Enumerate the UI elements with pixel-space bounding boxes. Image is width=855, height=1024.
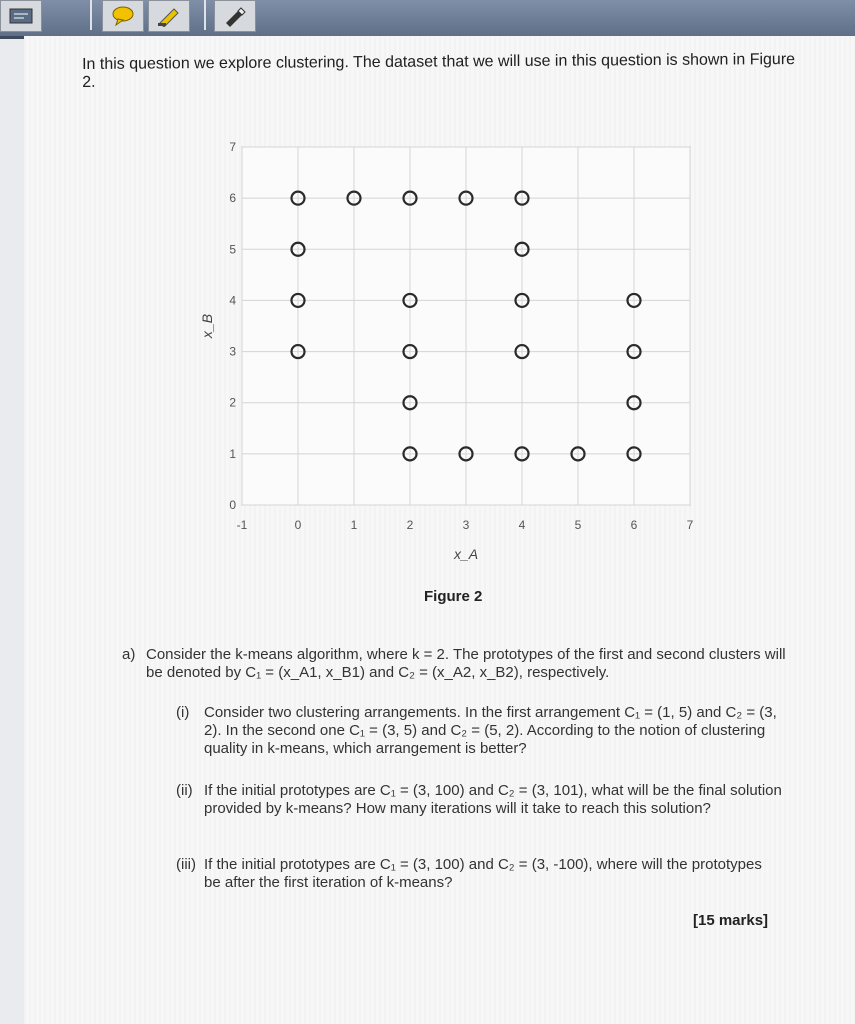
y-tick-label: 5 [229, 242, 236, 257]
x-tick-label: 7 [686, 518, 694, 532]
question-a-part-ii [176, 782, 786, 818]
part-label: (ii) [176, 782, 193, 799]
toolbar-separator [90, 0, 92, 30]
y-tick-label: 6 [229, 191, 236, 206]
y-tick-label: 0 [229, 498, 236, 512]
y-tick-label: 3 [229, 344, 236, 359]
x-tick-label: 2 [406, 518, 414, 532]
x-tick-label: -1 [236, 518, 248, 532]
x-tick-label: 4 [518, 518, 526, 532]
x-tick-label: 1 [350, 518, 358, 532]
draw-icon[interactable] [214, 0, 256, 32]
comment-icon[interactable] [102, 0, 144, 32]
y-tick-label: 1 [229, 446, 236, 461]
y-tick-label: 2 [229, 395, 236, 410]
x-tick-label: 0 [294, 518, 302, 532]
figure-caption: Figure 2 [424, 588, 483, 605]
x-tick-label: 3 [462, 518, 470, 532]
y-tick-label: 4 [229, 293, 236, 308]
part-text: If the initial prototypes are C₁ = (3, 100) and C₂ = (3, 101), what will be the final solution provided by k-means? How many iterations will it take to reach this solution? [204, 782, 782, 817]
question-a-part-iii [176, 856, 786, 892]
marks-label: [15 marks] [693, 912, 769, 929]
scatter-plot [190, 135, 710, 575]
figure-2-chart [190, 135, 710, 580]
toolbar-separator [204, 0, 206, 30]
x-tick-label: 6 [630, 518, 638, 532]
x-axis-label: x_A [453, 546, 479, 562]
x-tick-label: 5 [574, 518, 582, 532]
part-text: If the initial prototypes are C₁ = (3, 100) and C₂ = (3, -100), where will the prototypes be after the first iteration of k-means? [204, 856, 762, 891]
highlight-icon[interactable] [148, 0, 190, 32]
question-a [122, 646, 792, 682]
part-text: Consider two clustering arrangements. In the first arrangement C₁ = (1, 5) and C₂ = (3, 2). In the second one C₁ = (3, 5) and C₂ = (5, 2). According to the notion of clustering quality in k-means, which arrangement is better? [204, 704, 777, 757]
y-axis-label: x_B [199, 313, 215, 339]
note-icon[interactable] [0, 0, 42, 32]
part-label: (iii) [176, 856, 196, 873]
question-a-part-i [176, 704, 786, 758]
part-label: (i) [176, 704, 190, 721]
question-intro: In this question we explore clustering. The dataset that we will use in this question is shown in Figure 2. [82, 51, 796, 91]
question-a-text: Consider the k-means algorithm, where k = 2. The prototypes of the first and second clusters will be denoted by C₁ = (x_A1, x_B1) and C₂ = (x_A2, x_B2), respectively. [146, 646, 786, 681]
question-a-label: a) [122, 646, 136, 663]
y-tick-label: 7 [229, 140, 236, 154]
viewer-toolbar [0, 0, 855, 39]
